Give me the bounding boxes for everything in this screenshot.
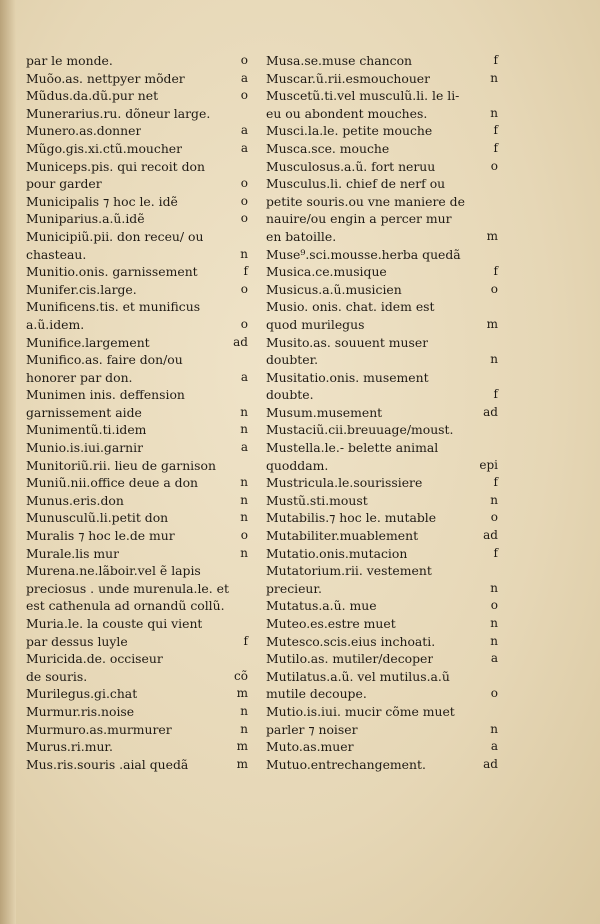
dictionary-line [266, 70, 498, 88]
entry-text: Municeps.pis. qui recoit don [26, 158, 205, 174]
entry-text: Mutio.is.iui. mucir cõme muet [266, 703, 455, 719]
gender-tag: f [493, 264, 498, 279]
gender-tag [245, 597, 248, 615]
dictionary-line [266, 140, 498, 158]
entry-text: est cathenula ad ornandũ collũ. [26, 598, 225, 614]
entry-text: Murilegus.gi.chat [26, 686, 138, 702]
gender-tag: f [493, 475, 498, 490]
gender-tag [245, 298, 248, 316]
entry-text: en batoille. [266, 228, 337, 244]
gender-tag [245, 562, 248, 580]
dictionary-line [266, 404, 498, 422]
gender-tag [245, 650, 248, 668]
gender-tag: n [490, 492, 498, 507]
gender-tag: o [490, 686, 498, 701]
dictionary-line [26, 246, 248, 264]
gender-tag: n [240, 404, 248, 419]
entry-text: doubter. [266, 352, 319, 368]
dictionary-line [26, 562, 248, 580]
gender-tag [495, 298, 498, 316]
entry-text: quoddam. [266, 457, 329, 473]
entry-text: nauire/ou engin a percer mur [266, 211, 452, 227]
entry-text: Munio.is.iui.garnir [26, 440, 144, 456]
dictionary-line [26, 685, 248, 703]
entry-text: Muõo.as. nettpyer mõder [26, 70, 185, 86]
entry-text: Musculus.li. chief de nerf ou [266, 176, 446, 192]
entry-text: Muricida.de. occiseur [26, 651, 163, 667]
gender-tag: a [240, 440, 248, 455]
entry-text: eu ou abondent mouches. [266, 105, 428, 121]
dictionary-line [266, 369, 498, 387]
dictionary-line [266, 228, 498, 246]
gender-tag: o [240, 528, 248, 543]
dictionary-line [26, 334, 248, 352]
gender-tag: f [243, 264, 248, 279]
gender-tag: n [490, 616, 498, 630]
dictionary-line [26, 87, 248, 105]
entry-text: Mutabiliter.muablement [266, 528, 419, 544]
gender-tag [495, 175, 498, 193]
dictionary-line [266, 122, 498, 140]
dictionary-line [266, 668, 498, 686]
dictionary-line [26, 527, 248, 545]
gender-tag [245, 386, 248, 404]
entry-text: Munimen inis. deffension [26, 387, 185, 403]
gender-tag: o [490, 510, 498, 525]
entry-text: Municipalis ⁊ hoc le. idẽ [26, 193, 178, 209]
gender-tag [495, 246, 498, 264]
dictionary-line [26, 597, 248, 615]
gender-tag [495, 421, 498, 439]
gender-tag: ad [483, 528, 498, 543]
dictionary-line [26, 492, 248, 510]
gender-tag: a [240, 70, 248, 85]
dictionary-line [266, 492, 498, 510]
entry-text: mutile decoupe. [266, 686, 367, 702]
dictionary-line [26, 175, 248, 193]
entry-text: Mutatorium.rii. vestement [266, 563, 432, 579]
dictionary-line [266, 457, 498, 475]
dictionary-line [26, 158, 248, 176]
dictionary-line [26, 281, 248, 299]
entry-text: Mustricula.le.sourissiere [266, 475, 423, 491]
entry-text: de souris. [26, 668, 88, 684]
dictionary-line [266, 545, 498, 563]
gender-tag: o [490, 281, 498, 296]
gender-tag [245, 457, 248, 475]
entry-text: Muralis ⁊ hoc le.de mur [26, 528, 175, 544]
dictionary-line [266, 509, 498, 527]
gender-tag: o [240, 316, 248, 331]
gender-tag: f [243, 633, 248, 648]
gender-tag: n [240, 475, 248, 490]
dictionary-line [26, 580, 248, 598]
dictionary-line [266, 386, 498, 404]
dictionary-line [26, 668, 248, 686]
dictionary-line [266, 210, 498, 228]
entry-text: par le monde. [26, 53, 113, 68]
entry-text: Muto.as.muer [266, 739, 354, 755]
dictionary-line [266, 281, 498, 299]
gender-tag: ad [483, 404, 498, 419]
entry-text: Musum.musement [266, 404, 383, 420]
gender-tag [495, 334, 498, 352]
gender-tag: a [490, 651, 498, 666]
dictionary-line [266, 703, 498, 721]
entry-text: quod murilegus [266, 316, 365, 332]
entry-text: Murmur.ris.noise [26, 703, 135, 719]
dictionary-line [266, 721, 498, 739]
dictionary-line [26, 404, 248, 422]
dictionary-line [266, 421, 498, 439]
entry-text: honorer par don. [26, 369, 133, 385]
dictionary-line [26, 474, 248, 492]
dictionary-line [26, 615, 248, 633]
dictionary-line [266, 738, 498, 756]
gender-tag: o [490, 598, 498, 613]
gender-tag: n [490, 633, 498, 648]
dictionary-line [26, 545, 248, 563]
dictionary-line [26, 105, 248, 123]
dictionary-line [266, 334, 498, 352]
gender-tag: o [240, 88, 248, 103]
entry-text: Munifico.as. faire don/ou [26, 352, 183, 368]
gender-tag [245, 105, 248, 123]
dictionary-line [266, 597, 498, 615]
dictionary-line [266, 633, 498, 651]
entry-text: Musca.sce. mouche [266, 140, 390, 156]
entry-text: Mutabilis.⁊ hoc le. mutable [266, 510, 437, 526]
dictionary-line [266, 87, 498, 105]
gender-tag [245, 351, 248, 369]
gender-tag: f [493, 545, 498, 560]
entry-text: Muscar.ũ.rii.esmouchouer [266, 70, 431, 86]
entry-text: Munifice.largement [26, 334, 150, 350]
entry-text: Musica.ce.musique [266, 264, 387, 280]
gender-tag: o [240, 53, 248, 67]
gender-tag: m [236, 686, 248, 701]
entry-text: precieur. [266, 580, 322, 596]
entry-text: Murus.ri.mur. [26, 739, 113, 755]
dictionary-line [26, 70, 248, 88]
dictionary-line [266, 562, 498, 580]
dictionary-line [266, 105, 498, 123]
dictionary-line [266, 316, 498, 334]
dictionary-line [26, 351, 248, 369]
dictionary-line [26, 122, 248, 140]
entry-text: Mustella.le.- belette animal [266, 440, 439, 456]
entry-text: Muria.le. la couste qui vient [26, 616, 203, 631]
entry-text: Muscetũ.ti.vel musculũ.li. le li- [266, 88, 460, 104]
entry-text: preciosus . unde murenula.le. et [26, 580, 229, 596]
entry-text: Mustũ.sti.moust [266, 492, 368, 508]
entry-text: Murena.ne.lãboir.vel ẽ lapis [26, 563, 201, 579]
dictionary-line [266, 685, 498, 703]
dictionary-line [26, 52, 248, 70]
dictionary-line [26, 703, 248, 721]
gender-tag: n [490, 105, 498, 120]
entry-text: Musitatio.onis. musement [266, 369, 429, 385]
dictionary-line [26, 386, 248, 404]
entry-text: Mutuo.entrechangement. [266, 756, 426, 772]
gender-tag: n [240, 703, 248, 718]
gender-tag: n [240, 721, 248, 736]
entry-text: Munificens.tis. et munificus [26, 299, 201, 315]
dictionary-line [266, 580, 498, 598]
dictionary-line [266, 298, 498, 316]
gender-tag: f [493, 53, 498, 67]
dictionary-line [266, 246, 498, 264]
gender-tag: o [240, 176, 248, 191]
gender-tag [495, 210, 498, 228]
entry-text: Mutilatus.a.ũ. vel mutilus.a.ũ [266, 668, 450, 684]
dictionary-line [26, 210, 248, 228]
dictionary-line [26, 457, 248, 475]
entry-text: Musio. onis. chat. idem est [266, 299, 435, 315]
gender-tag: n [240, 422, 248, 437]
entry-text: Municipiũ.pii. don receu/ ou [26, 228, 204, 244]
entry-text: Mutesco.scis.eius inchoati. [266, 633, 436, 649]
entry-text: Mustaciũ.cii.breuuage/moust. [266, 422, 454, 438]
entry-text: Musculosus.a.ũ. fort neruu [266, 158, 436, 174]
entry-text: Muniũ.nii.office deue a don [26, 475, 199, 491]
gender-tag: cõ [234, 668, 248, 683]
gender-tag [495, 668, 498, 686]
entry-text: Muse⁹.sci.mousse.herba quedã [266, 246, 461, 262]
dictionary-line [26, 263, 248, 281]
gender-tag: n [490, 580, 498, 595]
dictionary-line [26, 509, 248, 527]
dictionary-line [266, 615, 498, 633]
gender-tag: n [240, 492, 248, 507]
entry-text: pour garder [26, 176, 102, 192]
dictionary-line [26, 140, 248, 158]
dictionary-line [26, 756, 248, 774]
entry-text: Munusculũ.li.petit don [26, 510, 169, 526]
dictionary-line [26, 650, 248, 668]
entry-text: Munitio.onis. garnissement [26, 264, 198, 280]
gender-tag [495, 562, 498, 580]
gender-tag: m [236, 739, 248, 754]
entry-text: Munitoriũ.rii. lieu de garnison [26, 457, 216, 473]
dictionary-line [26, 298, 248, 316]
gender-tag [495, 439, 498, 457]
gender-tag: n [490, 721, 498, 736]
dictionary-line [26, 228, 248, 246]
entry-text: Mutilo.as. mutiler/decoper [266, 651, 434, 667]
entry-text: Musicus.a.ũ.musicien [266, 281, 402, 297]
entry-text: Musci.la.le. petite mouche [266, 123, 433, 139]
left-column [26, 52, 248, 773]
gender-tag [245, 228, 248, 246]
gender-tag [495, 369, 498, 387]
gender-tag: o [240, 281, 248, 296]
entry-text: Musa.se.muse chancon [266, 53, 413, 68]
dictionary-line [26, 193, 248, 211]
dictionary-line [26, 439, 248, 457]
dictionary-line [266, 193, 498, 211]
entry-text: Mutatus.a.ũ. mue [266, 598, 377, 614]
entry-text: Mũgo.gis.xi.ctũ.moucher [26, 140, 183, 156]
entry-text: a.ũ.idem. [26, 316, 85, 332]
entry-text: Mus.ris.souris .aial quedã [26, 756, 189, 772]
entry-text: Murmuro.as.murmurer [26, 721, 172, 737]
gender-tag: o [490, 158, 498, 173]
dictionary-line [266, 474, 498, 492]
entry-text: parler ⁊ noiser [266, 721, 358, 737]
dictionary-line [26, 721, 248, 739]
gender-tag: n [240, 545, 248, 560]
entry-text: doubte. [266, 387, 314, 403]
entry-text: par dessus luyle [26, 633, 128, 649]
entry-text: Mutatio.onis.mutacion [266, 545, 408, 561]
gender-tag: m [236, 756, 248, 771]
gender-tag: a [240, 140, 248, 155]
dictionary-line [26, 738, 248, 756]
dictionary-line [266, 52, 498, 70]
gender-tag: a [490, 739, 498, 754]
dictionary-line [26, 316, 248, 334]
entry-text: Munifer.cis.large. [26, 281, 137, 297]
gender-tag: f [493, 123, 498, 138]
entry-text: Munero.as.donner [26, 123, 142, 139]
gender-tag: m [486, 316, 498, 331]
gender-tag: n [490, 70, 498, 85]
right-column [266, 52, 498, 773]
gender-tag: a [240, 369, 248, 384]
entry-text: Munimentũ.ti.idem [26, 422, 147, 438]
gender-tag: ad [483, 756, 498, 771]
dictionary-line [26, 369, 248, 387]
entry-text: Mũdus.da.dũ.pur net [26, 88, 159, 104]
entry-text: Musito.as. souuent muser [266, 334, 429, 350]
gender-tag: m [486, 228, 498, 243]
entry-text: Murale.lis mur [26, 545, 120, 561]
dictionary-line [266, 158, 498, 176]
dictionary-line [266, 439, 498, 457]
page-gutter-shadow [0, 0, 16, 924]
gender-tag: f [493, 140, 498, 155]
dictionary-line [266, 756, 498, 774]
gender-tag: f [493, 387, 498, 402]
gender-tag: ad [233, 334, 248, 349]
gender-tag [245, 615, 248, 633]
gender-tag: epi [479, 457, 498, 472]
gender-tag [495, 703, 498, 721]
gender-tag [495, 87, 498, 105]
gender-tag [245, 158, 248, 176]
dictionary-line [266, 175, 498, 193]
dictionary-line [266, 263, 498, 281]
gender-tag [245, 580, 248, 598]
dictionary-line [26, 633, 248, 651]
dictionary-line [266, 351, 498, 369]
gender-tag: n [240, 510, 248, 525]
gender-tag: o [240, 211, 248, 226]
entry-text: Munus.eris.don [26, 492, 124, 508]
entry-text: Munerarius.ru. dõneur large. [26, 105, 211, 121]
gender-tag: a [240, 123, 248, 138]
gender-tag: n [240, 246, 248, 261]
gender-tag [495, 193, 498, 211]
entry-text: petite souris.ou vne maniere de [266, 193, 465, 209]
entry-text: chasteau. [26, 246, 87, 262]
entry-text: garnissement aide [26, 404, 142, 420]
dictionary-line [26, 421, 248, 439]
dictionary-line [266, 527, 498, 545]
entry-text: Muniparius.a.ũ.idẽ [26, 211, 145, 227]
gender-tag: o [240, 193, 248, 208]
entry-text: Muteo.es.estre muet [266, 616, 396, 631]
dictionary-line [266, 650, 498, 668]
gender-tag: n [490, 352, 498, 367]
